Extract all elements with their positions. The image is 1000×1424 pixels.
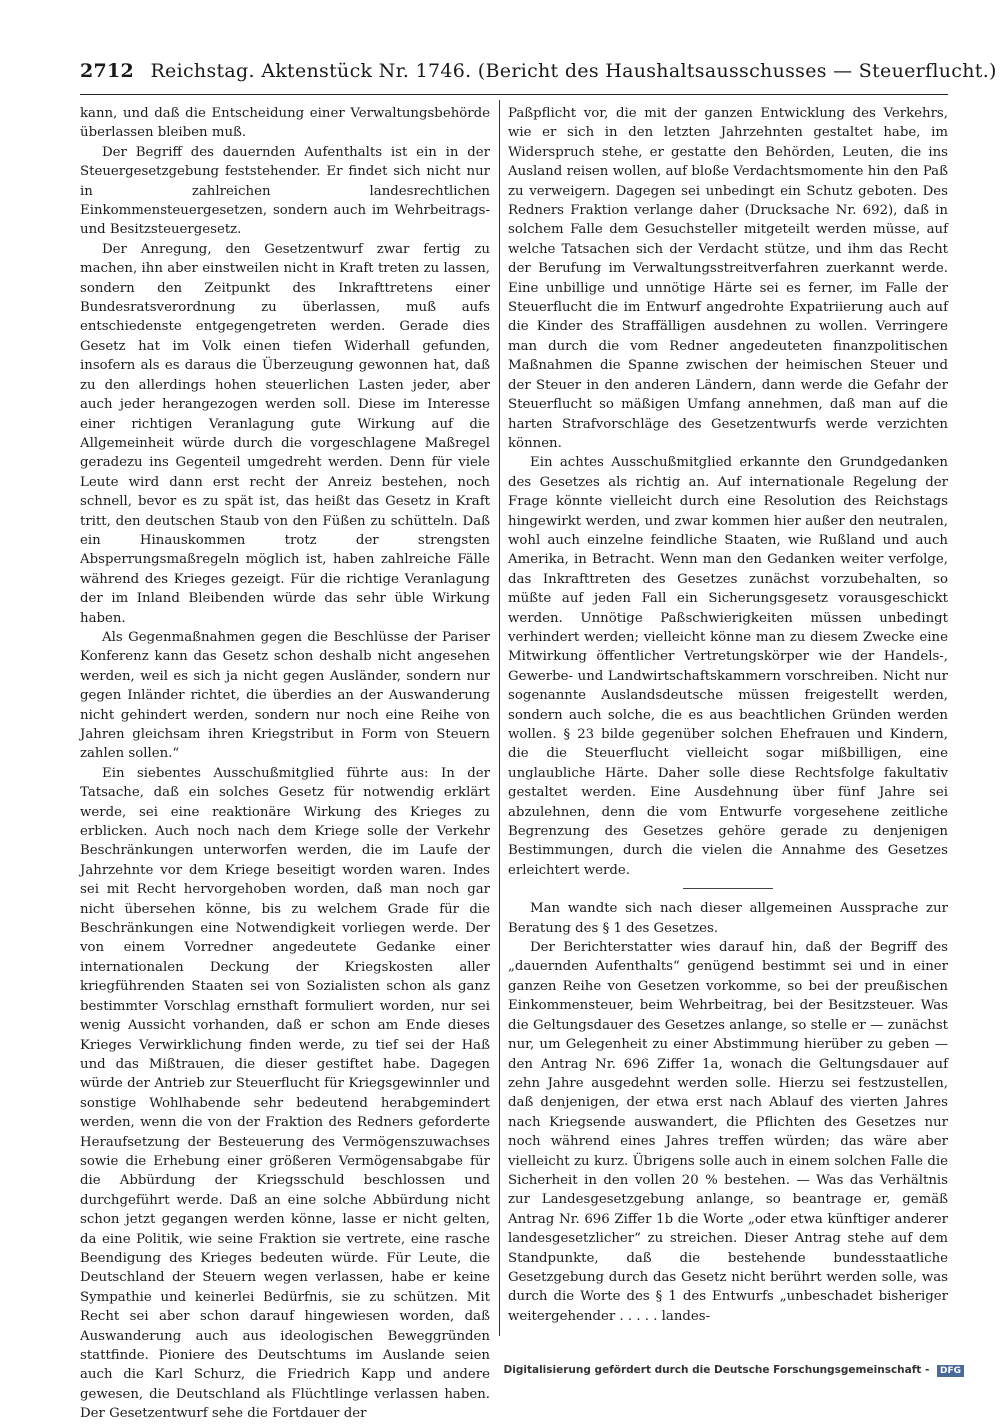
paragraph: Ein achtes Ausschußmitglied erkannte den Grundgedanken des Gesetzes als richtig an. Auf internationale Regelung der Frage könnte vielleicht durch eine Resolution des Reichstags hingewirkt werden, und zwar kommen hier außer den neutralen, wohl auch einzelne feindliche Staaten, wie Rußland und auch Amerika, in Betracht. Wenn man den Gedanken weiter verfolge, das Inkrafttreten des Gesetzes zunächst vorzubehalten, so müßte auf jeden Fall ein Sicherungsgesetz vorausgeschickt werden. Unnötige Paßschwierigkeiten müssen unbedingt verhindert werden; vielleicht könne man zu diesem Zwecke eine Mitwirkung öffentlicher Vertretungskörper wie der Handels-, Gewerbe- und Landwirtschaftskammern vorschreiben. Nicht nur sogenannte Auslandsdeutsche müssen freigestellt werden, sondern auch solche, die es aus beachtlichen Gründen werden wollen. § 23 bilde gegenüber solchen Ehefrauen und Kindern, die die Steuerflucht vielleicht sogar mißbilligen, eine unglaubliche Härte. Daher solle diese Rechtsfolge fakultativ gestaltet werden. Eine Ausdehnung über fünf Jahre sei abzulehnen, denn die vom Entwurfe vorgesehene zeitliche Begrenzung des Gesetzes gehöre gerade zu denjenigen Bestimmungen, durch die vielen die Annahme des Gesetzes erleichtert werde.	[508, 455, 948, 878]
credit-text: Digitalisierung gefördert durch die Deutsche Forschungsgemeinschaft -	[503, 1364, 930, 1376]
paragraph: Der Begriff des dauernden Aufenthalts ist ein in der Steuergesetzgebung feststehender. Er findet sich nicht nur in zahlreichen landesrechtlichen Einkommensteuergesetzen, sondern auch im Wehrbeitrags- und Besitzsteuergesetz.	[80, 144, 490, 238]
paragraph: Paßpflicht vor, die mit der ganzen Entwicklung des Verkehrs, wie er sich in den letzten Jahrzehnten gestaltet habe, im Widerspruch stehe, er gestatte den Behörden, Leuten, die ins Ausland reisen wollen, auf bloße Verdachtsmomente hin den Paß zu verweigern. Dagegen sei unbedingt ein Schutz geboten. Des Redners Fraktion verlange daher (Drucksache Nr. 692), daß in solchem Falle dem Gesuchsteller mitgeteilt werden müsse, auf welche Tatsachen sich der Verdacht stütze, und ihm das Recht der Berufung im Verwaltungsstreitverfahren zuerkannt werde. Eine unbillige und unnötige Härte sei es ferner, im Falle der Steuerflucht die im Entwurf angedrohte Expatriierung auch auf die Kinder des Straffälligen ausdehnen zu wollen. Verringere man durch die vom Redner angedeuteten finanzpolitischen Maßnahmen die Spanne zwischen der heimischen Steuer und der Steuer in den anderen Ländern, dann werde die Gefahr der Steuerflucht so mäßigen Umfang annehmen, daß man auf die harten Strafvorschläge des Gesetzentwurfs werde verzichten können.	[508, 106, 948, 451]
paragraph: Man wandte sich nach dieser allgemeinen Aussprache zur Beratung des § 1 des Gesetzes.	[508, 901, 948, 936]
digitization-credit	[504, 1364, 964, 1377]
paragraph: Als Gegenmaßnahmen gegen die Beschlüsse der Pariser Konferenz kann das Gesetz schon deshalb nicht angesehen werden, weil es sich ja nicht gegen Ausländer, sondern nur gegen Inländer richtet, die überdies an der Auswanderung nicht gehindert werden, sondern nur noch eine Reihe von Jahren gleichsam ihren Kriegstribut in Form von Steuern zahlen sollen.“	[80, 629, 490, 762]
header-rule	[80, 94, 948, 95]
running-title: Reichstag. Aktenstück Nr. 1746. (Bericht des Haushaltsausschusses — Steuerflucht.)	[150, 60, 997, 82]
paragraph: Der Berichterstatter wies darauf hin, daß der Begriff des „dauernden Aufenthalts“ genügend bestimmt sei und in einer ganzen Reihe von Gesetzen vorkomme, so bei der preußischen Einkommensteuer, beim Wehrbeitrag, bei der Besitzsteuer. Was die Geltungsdauer des Gesetzes anlange, so stelle er — zunächst nur, um Gelegenheit zu einer Abstimmung hierüber zu geben — den Antrag Nr. 696 Ziffer 1a, wonach die Geltungsdauer auf zehn Jahre ausgedehnt werden solle. Hierzu sei festzustellen, daß denjenigen, der etwa erst nach Ablauf des vierten Jahres nach Kriegsende auswandert, die Pflichten des Gesetzes nur noch während eines Jahres treffen würden; das wäre aber vielleicht zu kurz. Übrigens solle auch in einem solchen Falle die Sicherheit in den vollen 20 % bestehen. — Was das Verhältnis zur Landesgesetzgebung anlange, so beantrage er, gemäß Antrag Nr. 696 Ziffer 1b die Worte „oder etwa künftiger anderer landesgesetzlicher“ zu streichen. Dieser Antrag stehe auf dem Standpunkte, daß die bestehende bundesstaatliche Gesetzgebung durch das Gesetz nicht berührt werden solle, was durch die Worte des § 1 des Entwurfs „unbeschadet bisheriger weitergehender . . . . . landes-	[508, 940, 948, 1324]
right-column	[508, 104, 948, 1334]
paragraph: kann, und daß die Entscheidung einer Verwaltungsbehörde überlassen bleiben muß.	[80, 106, 490, 141]
paragraph: Der Anregung, den Gesetzentwurf zwar fertig zu machen, ihn aber einstweilen nicht in Kraft treten zu lassen, sondern den Zeitpunkt des Inkrafttretens einer Bundesratsverordnung zu überlassen, muß aufs entschiedenste entgegengetreten werden. Gerade dies Gesetz hat im Volk einen tiefen Widerhall gefunden, insofern als es daraus die Überzeugung gewonnen hat, daß zu den allerdings hohen steuerlichen Lasten jeder, aber auch jeder herangezogen werden soll. Diese im Interesse einer richtigen Veranlagung gute Wirkung auf die Allgemeinheit würde durch die vorgeschlagene Maßregel geradezu ins Gegenteil umgedreht werden. Denn für viele Leute wird dann erst recht der Anreiz bestehen, noch schnell, bevor es zu spät ist, das heißt das Gesetz in Kraft tritt, den deutschen Staub von den Füßen zu schütteln. Daß ein Hinauskommen trotz der strengsten Absperrungsmaßregeln möglich ist, haben zahlreiche Fälle während des Krieges gezeigt. Für die richtige Veranlagung der im Inland Bleibenden würde das sehr üble Wirkung haben.	[80, 241, 490, 626]
page-header	[80, 60, 997, 90]
paragraph: Ein siebentes Ausschußmitglied führte aus: In der Tatsache, daß ein solches Gesetz für notwendig erklärt werde, sei eine reaktionäre Wirkung des Krieges zu erblicken. Auch noch nach dem Kriege solle der Verkehr Beschränkungen unterworfen werden, die im Laufe der Jahrzehnte vor dem Kriege beseitigt worden waren. Indes sei mit Recht hervorgehoben worden, daß man noch gar nicht übersehen könne, bis zu welchem Grade für die Beschränkungen eine Notwendigkeit vorliegen werde. Der von einem Vorredner angedeutete Gedanke einer internationalen Deckung der Kriegskosten aller kriegführenden Staaten sei von Sozialisten schon als ganz bestimmter Vorschlag ernsthaft formuliert worden, nur sei wenig Aussicht vorhanden, daß er schon am Ende dieses Krieges Verwirklichung finden werde, zu tief sei der Haß und das Mißtrauen, die dieser gestiftet habe. Dagegen würde der Antrieb zur Steuerflucht für Kriegsgewinnler und sonstige Wohlhabende sehr bedeutend herabgemindert werden, wenn die von der Fraktion des Redners geforderte Heraufsetzung der Besteuerung des Vermögenszuwachses sowie die Erhebung einer größeren Vermögensabgabe für die Abbürdung der Kriegsschuld beschlossen und durchgeführt werde. Daß an eine solche Abbürdung nicht schon jetzt gegangen werden könne, lasse er nicht gelten, da eine Politik, wie seine Fraktion sie vertrete, eine rasche Beendigung des Krieges bedeuten würde. Für Leute, die Deutschland der Steuern wegen verlassen, habe er keine Sympathie und keinerlei Bedürfnis, sie zu schützen. Mit Recht sei aber schon darauf hingewiesen worden, daß Auswanderung auch aus ideologischen Beweggründen stattfinde. Pioniere des Deutschtums im Auslande seien auch die Karl Schurz, die Friedrich Kapp und andere gewesen, die Deutschland als Flüchtlinge verlassen haben. Der Gesetzentwurf sehe die Fortdauer der	[80, 765, 490, 1422]
section-separator	[683, 888, 773, 889]
dfg-logo: DFG	[937, 1365, 964, 1377]
page-number: 2712	[80, 60, 135, 82]
left-column	[80, 104, 490, 1422]
column-divider	[499, 100, 500, 1336]
